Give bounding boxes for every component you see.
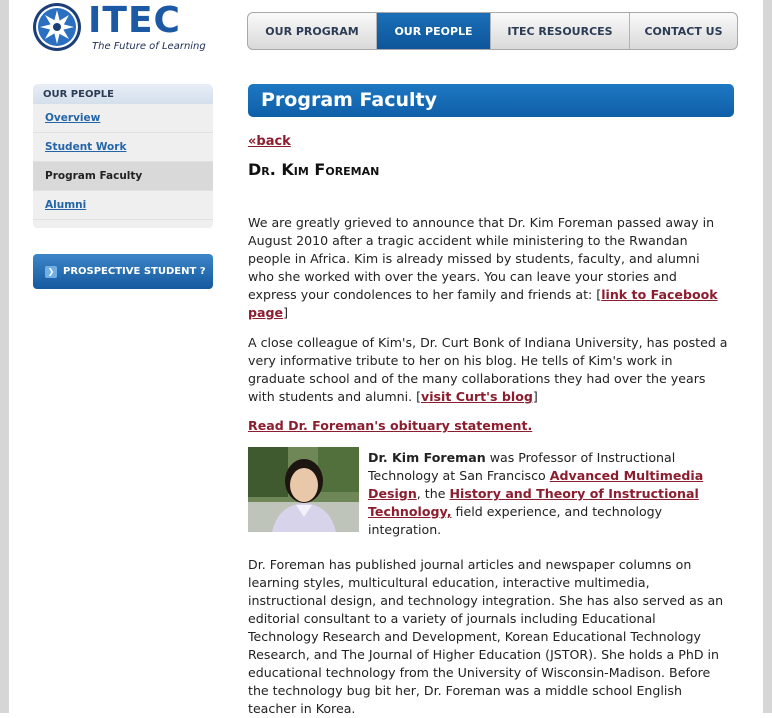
main-content — [248, 84, 734, 716]
bio-name: Dr. Kim Foreman — [368, 450, 486, 465]
sidebar-header: OUR PEOPLE — [33, 84, 213, 104]
sidebar-nav — [33, 84, 213, 228]
prospective-student-button[interactable] — [33, 254, 213, 289]
sidebar-item-student-work[interactable] — [33, 133, 213, 162]
itec-logo[interactable] — [32, 2, 212, 56]
sidebar-link-alumni[interactable]: Alumni — [45, 199, 87, 211]
logo-tagline: The Future of Learning — [92, 41, 206, 52]
prospective-student-label: PROSPECTIVE STUDENT ? — [63, 266, 206, 277]
facebook-page-link[interactable]: link to Facebook page — [248, 287, 718, 320]
sidebar-item-alumni[interactable] — [33, 191, 213, 220]
bio-text-3: field experience, and technology integration. — [368, 504, 663, 537]
advanced-multimedia-design-link[interactable]: Advanced Multimedia Design — [368, 468, 704, 501]
history-theory-link[interactable]: History and Theory of Instructional Technology, — [368, 486, 699, 519]
bio-paragraph — [368, 449, 730, 539]
sidebar-link-student-work[interactable]: Student Work — [45, 141, 127, 153]
logo-wordmark: ITEC — [88, 0, 181, 41]
tab-itec-resources[interactable]: ITEC RESOURCES — [491, 13, 630, 49]
faculty-name-heading: Dr. Kim Foreman — [248, 160, 380, 179]
bio-text-1: was Professor of Instructional Technology at San Francisco — [368, 450, 676, 483]
sidebar-item-program-faculty[interactable]: Program Faculty — [33, 162, 213, 191]
tribute-text: A close colleague of Kim's, Dr. Curt Bonk of Indiana University, has posted a very informative tribute to her on his blog. He tells of Kim's work in graduate school and of the many collaborations they had over the years with students and alumni. [ — [248, 335, 728, 404]
tab-our-people[interactable]: OUR PEOPLE — [377, 13, 491, 49]
star-logo-icon — [32, 2, 82, 52]
sidebar-link-overview[interactable]: Overview — [45, 112, 101, 124]
announcement-paragraph — [248, 214, 728, 322]
faculty-photo — [248, 447, 359, 532]
tribute-paragraph — [248, 334, 728, 406]
announcement-text: We are greatly grieved to announce that Dr. Kim Foreman passed away in August 2010 after a tragic accident while ministering to the Rwandan people in Africa. Kim is already missed by students, faculty, and alumni who she worked with over the years. You can leave your stories and express your condolences to her family and friends at: [ — [248, 215, 715, 302]
curts-blog-link[interactable]: visit Curt's blog — [421, 389, 533, 404]
portrait-image — [248, 447, 359, 532]
tab-contact-us[interactable]: CONTACT US — [644, 24, 723, 38]
sidebar-footer — [33, 220, 213, 228]
page-title: Program Faculty — [248, 84, 734, 117]
sidebar-item-overview[interactable] — [33, 104, 213, 133]
page-frame-right — [763, 0, 772, 713]
announcement-text-end: ] — [283, 305, 288, 320]
bio-text-2: , the — [416, 486, 450, 501]
chevron-right-icon: ❯ — [45, 266, 57, 278]
back-link[interactable]: «back — [248, 134, 291, 149]
page-frame-left — [0, 0, 9, 713]
tab-our-program[interactable]: OUR PROGRAM — [248, 13, 377, 49]
top-navigation — [247, 12, 738, 50]
publications-paragraph: Dr. Foreman has published journal articles and newspaper columns on learning styles, multicultural education, interactive multimedia, instructional design, and technology integration. She has also served as an editorial consultant to a variety of journals including Educational Technology Research and Development, Korean Educational Technology Research, and The Journal of Higher Education (JSTOR). She holds a PhD in educational technology from the University of Wisconsin-Madison. Before the technology bug bit her, Dr. Foreman was a middle school English teacher in Korea. — [248, 557, 724, 716]
tribute-text-end: ] — [532, 389, 538, 404]
obituary-link[interactable]: Read Dr. Foreman's obituary statement. — [248, 418, 533, 433]
